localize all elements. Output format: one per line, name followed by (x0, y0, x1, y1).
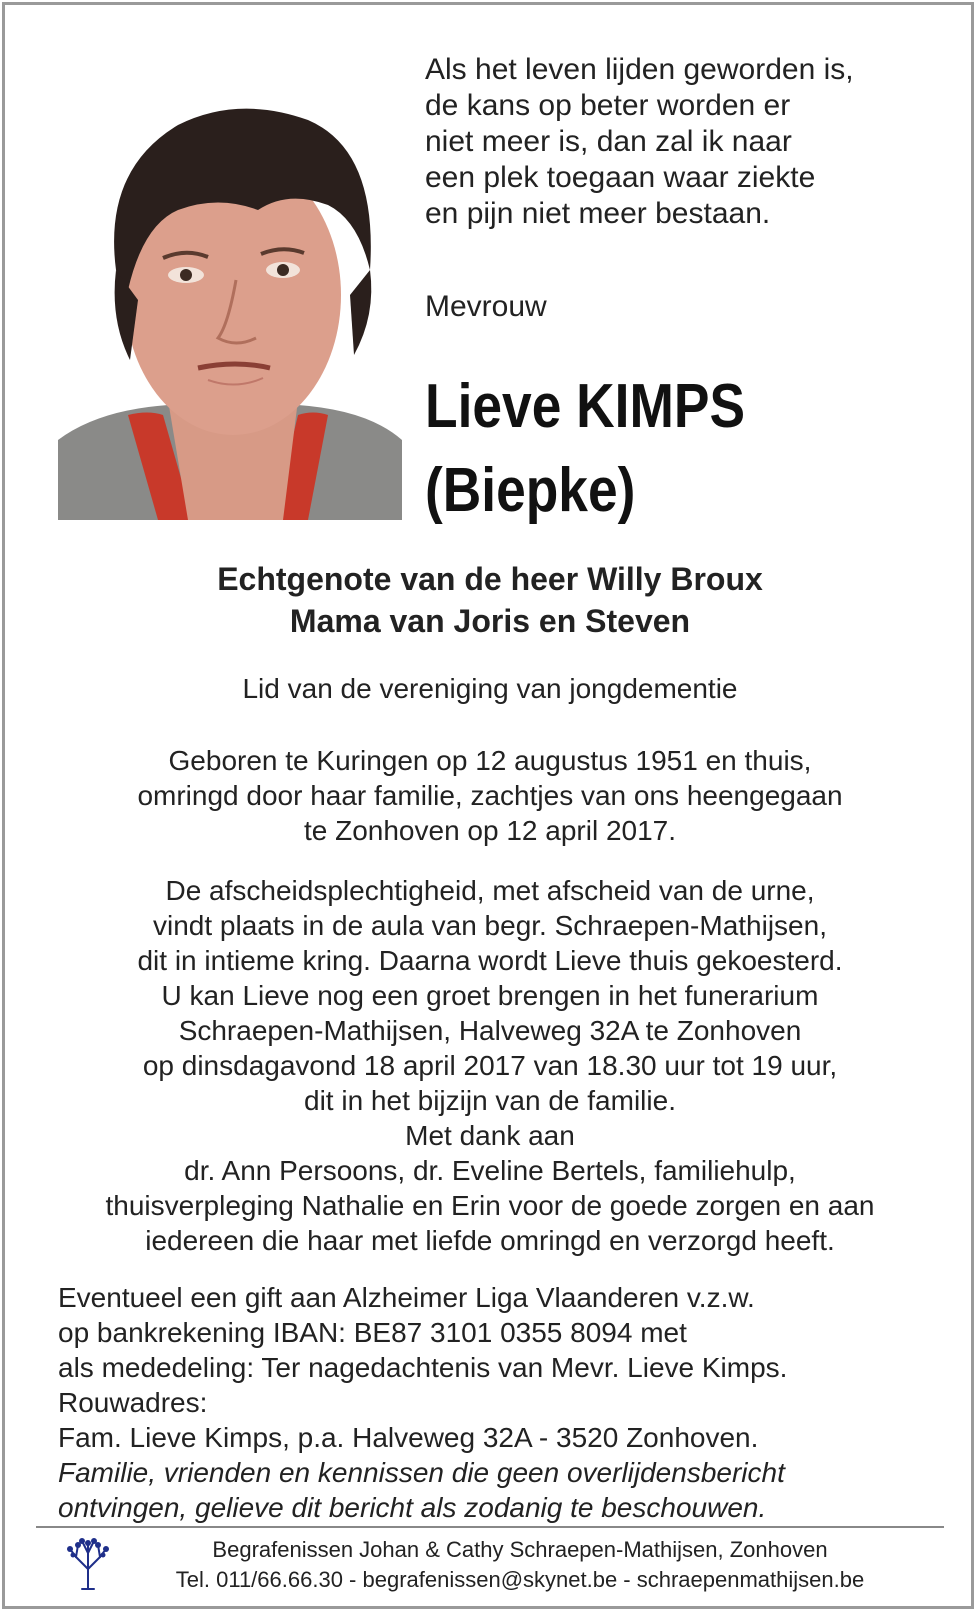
text-line: iedereen die haar met liefde omringd en verzorgd heeft. (145, 1225, 835, 1256)
text-line: op dinsdagavond 18 april 2017 van 18.30 uur tot 19 uur, (142, 1050, 838, 1081)
text-line: omringd door haar familie, zachtjes van ons heengegaan (137, 780, 843, 811)
relation-line: Echtgenote van de heer Willy Broux (217, 561, 763, 597)
relations (40, 558, 940, 642)
poem-line: en pijn niet meer bestaan. (425, 197, 771, 230)
full-name: Lieve KIMPS (425, 372, 746, 441)
gift-line: Eventueel een gift aan Alzheimer Liga Vlaanderen v.z.w. (58, 1282, 755, 1313)
poem-line: de kans op beter worden er (425, 89, 791, 122)
text-line: Schraepen-Mathijsen, Halveweg 32A te Zonhoven (178, 1015, 802, 1046)
gift-and-address (58, 1280, 938, 1525)
relation-line: Mama van Joris en Steven (289, 603, 691, 639)
membership: Lid van de vereniging van jongdementie (242, 673, 738, 704)
funeral-home-name: Begrafenissen Johan & Cathy Schraepen-Mathijsen, Zonhoven (212, 1537, 828, 1562)
address-label: Rouwadres: (58, 1387, 208, 1418)
text-line: Geboren te Kuringen op 12 augustus 1951 en thuis, (168, 745, 812, 776)
poem-line: niet meer is, dan zal ik naar (425, 125, 792, 158)
text-line: dit in het bijzijn van de familie. (304, 1085, 676, 1116)
poem-line: Als het leven lijden geworden is, (425, 53, 854, 86)
honorific: Mevrouw (425, 290, 547, 323)
text-line: Met dank aan (405, 1120, 575, 1151)
address-value: Fam. Lieve Kimps, p.a. Halveweg 32A - 3520 Zonhoven. (58, 1422, 759, 1453)
birth-death-text (40, 743, 940, 848)
text-line: De afscheidsplechtigheid, met afscheid van de urne, (165, 875, 815, 906)
text-line: dr. Ann Persoons, dr. Eveline Bertels, familiehulp, (184, 1155, 796, 1186)
tree-icon (64, 1535, 112, 1591)
funeral-home-footer (120, 1535, 920, 1595)
notice-line: ontvingen, gelieve dit bericht als zodanig te beschouwen. (58, 1492, 767, 1523)
gift-line: als mededeling: Ter nagedachtenis van Mevr. Lieve Kimps. (58, 1352, 788, 1383)
footer-divider (36, 1526, 944, 1528)
ceremony-text (40, 873, 940, 1258)
notice-line: Familie, vrienden en kennissen die geen overlijdensbericht (58, 1457, 785, 1488)
nickname: (Biepke) (425, 456, 636, 525)
text-line: dit in intieme kring. Daarna wordt Lieve thuis gekoesterd. (137, 945, 843, 976)
gift-line: op bankrekening IBAN: BE87 3101 0355 8094 met (58, 1317, 687, 1348)
funeral-home-contact: Tel. 011/66.66.30 - begrafenissen@skynet.be - schraepenmathijsen.be (175, 1567, 865, 1592)
text-line: thuisverpleging Nathalie en Erin voor de goede zorgen en aan (105, 1190, 875, 1221)
text-line: te Zonhoven op 12 april 2017. (303, 815, 677, 846)
poem-line: een plek toegaan waar ziekte (425, 161, 816, 194)
text-line: U kan Lieve nog een groet brengen in het funerarium (161, 980, 819, 1011)
deceased-name (425, 365, 745, 533)
portrait-photo (58, 80, 402, 520)
text-line: vindt plaats in de aula van begr. Schraepen-Mathijsen, (153, 910, 827, 941)
poem (425, 52, 945, 232)
